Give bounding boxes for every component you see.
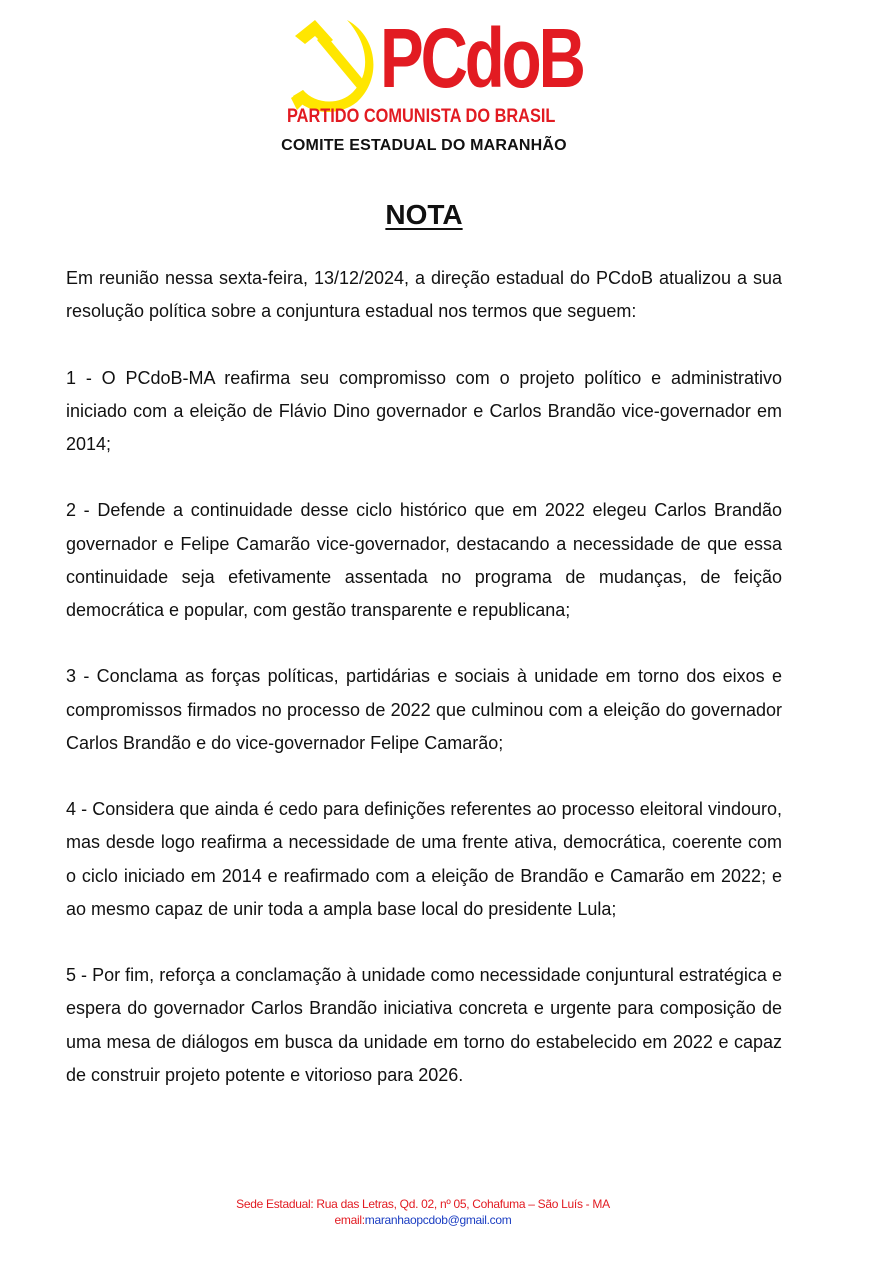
letterhead bbox=[0, 10, 879, 160]
item-paragraph-5: 5 - Por fim, reforça a conclamação à unidade como necessidade conjuntural estratégica e espera do governador Carlos Brandão iniciativa concreta e urgente para composição de uma mesa de diálogos em busca da unidade em torno do estabelecido em 2022 e capaz de construir projeto potente e vitorioso para 2026. bbox=[66, 965, 782, 1085]
footer-address-line bbox=[0, 1196, 846, 1212]
address-text: Rua das Letras, Qd. 02, nº 05, Cohafuma – São Luís - MA bbox=[316, 1197, 610, 1211]
footer bbox=[0, 1196, 846, 1228]
email-link[interactable]: maranhaopcdob@gmail.com bbox=[364, 1213, 512, 1227]
committee-name: COMITE ESTADUAL DO MARANHÃO bbox=[281, 137, 567, 154]
intro-paragraph: Em reunião nessa sexta-feira, 13/12/2024, a direção estadual do PCdoB atualizou a sua resolução política sobre a conjuntura estadual nos termos que seguem: bbox=[66, 268, 782, 322]
party-name: PARTIDO COMUNISTA DO BRASIL bbox=[287, 106, 556, 127]
document-title: NOTA bbox=[385, 199, 463, 230]
item-paragraph-1: 1 - O PCdoB-MA reafirma seu compromisso com o projeto político e administrativo iniciado com a eleição de Flávio Dino governador e Carlos Brandão vice-governador em 2014; bbox=[66, 367, 782, 454]
footer-email-line bbox=[0, 1212, 846, 1228]
party-logo-text: PCdoB bbox=[380, 11, 583, 105]
document-body bbox=[66, 262, 782, 1125]
hammer-and-sickle-icon bbox=[287, 14, 383, 118]
item-paragraph-2: 2 - Defende a continuidade desse ciclo histórico que em 2022 elegeu Carlos Brandão governador e Felipe Camarão vice-governador, destacando a necessidade de que essa continuidade seja efetivamente assentada no programa de mudanças, de feição democrática e popular, com gestão transparente e republicana; bbox=[66, 500, 782, 620]
item-paragraph-3: 3 - Conclama as forças políticas, partidárias e sociais à unidade em torno dos eixos e compromissos firmados no processo de 2022 que culminou com a eleição do governador Carlos Brandão e do vice-governador Felipe Camarão; bbox=[66, 666, 782, 753]
address-label: Sede Estadual: bbox=[236, 1197, 314, 1211]
email-label: email: bbox=[334, 1213, 365, 1227]
item-paragraph-4: 4 - Considera que ainda é cedo para definições referentes ao processo eleitoral vindouro, mas desde logo reafirma a necessidade de uma frente ativa, democrática, coerente com o ciclo iniciado em 2014 e reafirmado com a eleição de Brandão e Camarão em 2022; e ao mesmo capaz de unir toda a ampla base local do presidente Lula; bbox=[66, 799, 782, 919]
